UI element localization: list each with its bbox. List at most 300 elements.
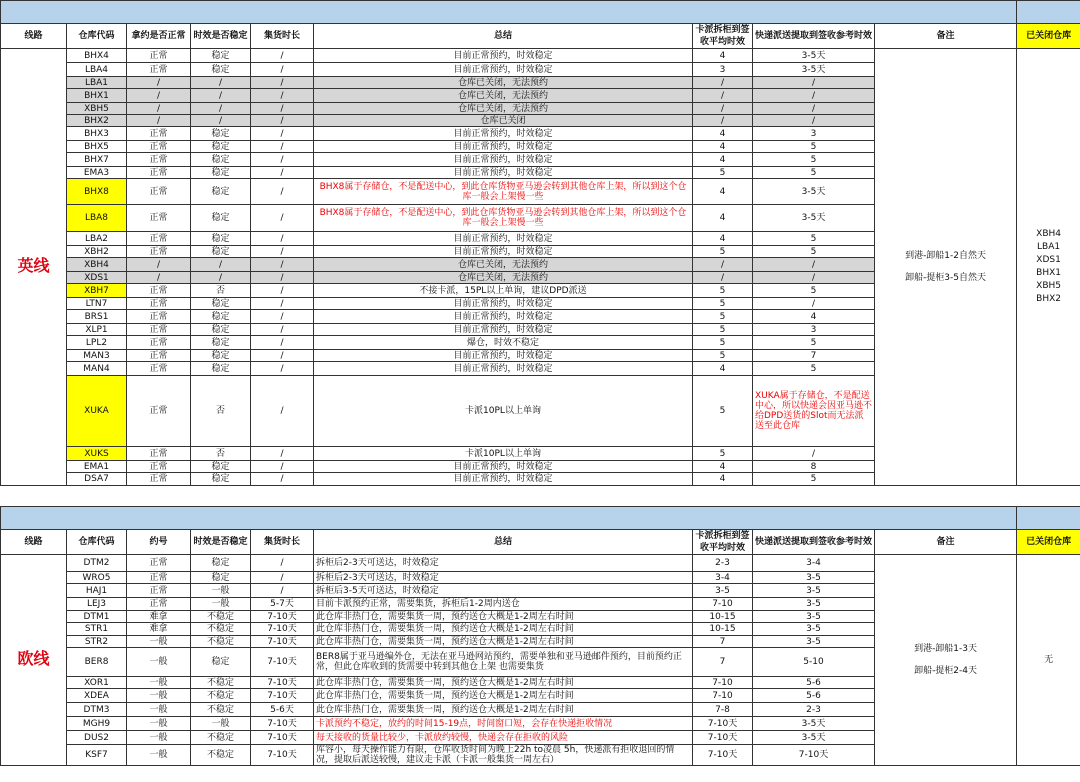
warehouse-code: LBA8 [67,205,127,232]
summary-text: 目前正常预约，时效稳定 [314,246,693,258]
collect-duration: 7-10天 [251,677,314,689]
warehouse-code: XUKS [67,447,127,461]
summary-text: 目前正常预约，时效稳定 [314,63,693,77]
express-delivery-days: / [753,115,875,127]
collect-duration: / [251,258,314,272]
appointment-status: 正常 [127,350,191,362]
appointment-status: 正常 [127,461,191,473]
warehouse-code: STR2 [67,636,127,648]
summary-text: 每天接收的货量比较少，卡派放约较慢，快递会存在拒收的风险 [314,731,693,745]
stability-status: 不稳定 [191,677,251,689]
summary-text: 仓库已关闭，无法预约 [314,77,693,89]
appointment-status: 正常 [127,205,191,232]
collect-duration: 7-10天 [251,745,314,766]
truck-delivery-days: 5 [693,447,753,461]
collect-duration: 7-10天 [251,731,314,745]
warehouse-code: BHX7 [67,153,127,167]
collect-duration: / [251,572,314,584]
express-delivery-days: 3 [753,127,875,141]
uk-header-summary: 总结 [314,24,693,49]
warehouse-code: LBA1 [67,77,127,89]
appointment-status: / [127,89,191,103]
collect-duration: / [251,324,314,336]
stability-status: 否 [191,447,251,461]
stability-status: 稳定 [191,141,251,153]
collect-duration: / [251,232,314,246]
truck-delivery-days: 5 [693,298,753,310]
uk-header-stable: 时效是否稳定 [191,24,251,49]
warehouse-code: MAN4 [67,362,127,376]
appointment-status: 正常 [127,167,191,179]
appointment-status: 正常 [127,598,191,611]
uk-header-express: 快递派送提取到签收参考时效 [753,24,875,49]
express-delivery-days: 2-3 [753,703,875,717]
truck-delivery-days: 7-10天 [693,731,753,745]
warehouse-code: BRS1 [67,310,127,324]
stability-status: 稳定 [191,49,251,63]
express-delivery-days: 5 [753,362,875,376]
warehouse-code: XDS1 [67,272,127,284]
note-line: 到港-卸船1-3天 [914,644,978,654]
summary-text: BHX8属于存储仓，不是配送中心，到此仓库货物亚马逊会转到其他仓库上架，所以到这个仓库一般会上架慢一些 [314,179,693,205]
warehouse-code: DUS2 [67,731,127,745]
warehouse-code: BHX4 [67,49,127,63]
express-delivery-days: XUKA属于存储仓，不是配送中心，所以快递会因亚马逊不给DPD送货的Slot而无法派送至此仓库 [753,376,875,447]
region-label: 英线 [17,255,50,275]
summary-text: 目前正常预约，时效稳定 [314,232,693,246]
summary-text: 此仓库非热门仓，需要集货一周，预约送仓大概是1-2周左右时间 [314,677,693,689]
eu-top-band-right [1017,507,1080,530]
stability-status: / [191,258,251,272]
collect-duration: / [251,473,314,486]
express-delivery-days: / [753,77,875,89]
closed-warehouse: LBA1 [1037,242,1061,252]
uk-region-cell [1,49,67,486]
stability-status: 一般 [191,717,251,731]
warehouse-code: LTN7 [67,298,127,310]
collect-duration: / [251,49,314,63]
appointment-status: 一般 [127,745,191,766]
eu-note-cell [875,555,1017,766]
truck-delivery-days: / [693,258,753,272]
warehouse-code: XUKA [67,376,127,447]
appointment-status: 正常 [127,362,191,376]
stability-status: 稳定 [191,232,251,246]
stability-status: 稳定 [191,205,251,232]
summary-text: BHX8属于存储仓，不是配送中心，到此仓库货物亚马逊会转到其他仓库上架，所以到这个仓库一般会上架慢一些 [314,205,693,232]
summary-text: 目前卡派预约正常，需要集货，拆柜后1-2周内送仓 [314,598,693,611]
express-delivery-days: 8 [753,461,875,473]
collect-duration: / [251,447,314,461]
summary-text: 目前正常预约，时效稳定 [314,127,693,141]
truck-delivery-days: / [693,115,753,127]
note-line: 卸船-提柜2-4天 [914,666,978,676]
appointment-status: 难拿 [127,623,191,636]
express-delivery-days: / [753,298,875,310]
stability-status: 稳定 [191,572,251,584]
warehouse-code: WRO5 [67,572,127,584]
uk-header-code: 仓库代码 [67,24,127,49]
express-delivery-days: 3-5 [753,584,875,598]
summary-text: 目前正常预约，时效稳定 [314,350,693,362]
appointment-status: / [127,258,191,272]
appointment-status: 一般 [127,636,191,648]
warehouse-code: BHX1 [67,89,127,103]
truck-delivery-days: 4 [693,473,753,486]
truck-delivery-days: 5 [693,324,753,336]
stability-status: 不稳定 [191,611,251,623]
eu-header-row [1,530,1080,555]
appointment-status: 正常 [127,298,191,310]
uk-header-closed: 已关闭仓库 [1017,24,1080,49]
eu-header-route: 线路 [1,530,67,555]
appointment-status: 一般 [127,703,191,717]
collect-duration: / [251,127,314,141]
truck-delivery-days: 7 [693,636,753,648]
eu-closed-cell [1017,555,1080,766]
summary-text: 拆柜后3-5天可送达，时效稳定 [314,584,693,598]
summary-text: 库容小，每天操作能力有限，仓库收货时间为晚上22h to凌晨 5h，快递派有拒收退回的情况，提取后派送较慢，建议走卡派（卡派一般集货一周左右） [314,745,693,766]
truck-delivery-days: 7-10天 [693,717,753,731]
warehouse-code: HAJ1 [67,584,127,598]
express-delivery-days: 3-4 [753,555,875,572]
stability-status: 稳定 [191,324,251,336]
note-line: 到港-卸船1-2自然天 [905,251,987,261]
truck-delivery-days: 7-10 [693,689,753,703]
truck-delivery-days: 4 [693,461,753,473]
uk-note-cell [875,49,1017,486]
summary-text: 目前正常预约，时效稳定 [314,473,693,486]
summary-text: 此仓库非热门仓，需要集货一周，预约送仓大概是1-2周左右时间 [314,689,693,703]
summary-text: 仓库已关闭，无法预约 [314,272,693,284]
truck-delivery-days: 3-4 [693,572,753,584]
express-delivery-days: 5 [753,473,875,486]
truck-delivery-days: 4 [693,179,753,205]
appointment-status: 正常 [127,310,191,324]
summary-text: 卡派预约不稳定，放约的时间15-19点，时间窗口短，会存在快递拒收情况 [314,717,693,731]
truck-delivery-days: 7-8 [693,703,753,717]
express-delivery-days: 3-5天 [753,49,875,63]
warehouse-code: XLP1 [67,324,127,336]
warehouse-code: XBH5 [67,103,127,115]
warehouse-code: XBH2 [67,246,127,258]
collect-duration: / [251,167,314,179]
collect-duration: / [251,362,314,376]
warehouse-code: LBA2 [67,232,127,246]
stability-status: / [191,272,251,284]
appointment-status: 正常 [127,141,191,153]
stability-status: 稳定 [191,336,251,350]
appointment-status: 正常 [127,473,191,486]
truck-delivery-days: 5 [693,167,753,179]
collect-duration: 7-10天 [251,611,314,623]
collect-duration: / [251,246,314,258]
eu-header-summary: 总结 [314,530,693,555]
stability-status: 稳定 [191,153,251,167]
appointment-status: / [127,77,191,89]
express-delivery-days: / [753,272,875,284]
stability-status: 不稳定 [191,636,251,648]
appointment-status: 一般 [127,731,191,745]
closed-warehouse: XBH4 [1036,229,1061,239]
appointment-status: 正常 [127,179,191,205]
appointment-status: 正常 [127,153,191,167]
stability-status: 否 [191,376,251,447]
collect-duration: / [251,77,314,89]
uk-header-row [1,24,1080,49]
express-delivery-days: 3-5天 [753,731,875,745]
closed-warehouse: 无 [1044,655,1054,665]
stability-status: / [191,115,251,127]
stability-status: 稳定 [191,179,251,205]
summary-text: 目前正常预约，时效稳定 [314,362,693,376]
truck-delivery-days: 4 [693,153,753,167]
summary-text: 此仓库非热门仓，需要集货一周，预约送仓大概是1-2周左右时间 [314,611,693,623]
summary-text: 目前正常预约，时效稳定 [314,310,693,324]
express-delivery-days: / [753,447,875,461]
express-delivery-days: 5 [753,246,875,258]
collect-duration: / [251,376,314,447]
express-delivery-days: 3-5 [753,598,875,611]
express-delivery-days: 3-5天 [753,205,875,232]
appointment-status: 正常 [127,376,191,447]
express-delivery-days: 3 [753,324,875,336]
express-delivery-days: 3-5 [753,636,875,648]
appointment-status: 正常 [127,584,191,598]
truck-delivery-days: 4 [693,362,753,376]
express-delivery-days: 3-5 [753,623,875,636]
stability-status: / [191,103,251,115]
eu-header-code: 仓库代码 [67,530,127,555]
express-delivery-days: 3-5 [753,611,875,623]
summary-text: 目前正常预约，时效稳定 [314,167,693,179]
collect-duration: 7-10天 [251,648,314,677]
warehouse-code: XBH7 [67,284,127,298]
stability-status: 不稳定 [191,623,251,636]
express-delivery-days: 5 [753,284,875,298]
uk-header-note: 备注 [875,24,1017,49]
appointment-status: / [127,103,191,115]
warehouse-code: BER8 [67,648,127,677]
uk-header-appt: 拿约是否正常 [127,24,191,49]
closed-warehouse: BHX2 [1036,294,1061,304]
stability-status: 稳定 [191,310,251,324]
express-delivery-days: 4 [753,310,875,324]
appointment-status: 正常 [127,555,191,572]
appointment-status: 正常 [127,127,191,141]
truck-delivery-days: 4 [693,141,753,153]
summary-text: 目前正常预约，时效稳定 [314,141,693,153]
stability-status: 一般 [191,598,251,611]
express-delivery-days: 3-5天 [753,179,875,205]
truck-delivery-days: / [693,77,753,89]
appointment-status: 正常 [127,63,191,77]
truck-delivery-days: 5 [693,376,753,447]
summary-text: 拆柜后2-3天可送达，时效稳定 [314,572,693,584]
truck-delivery-days: 7-10 [693,677,753,689]
stability-status: 稳定 [191,167,251,179]
appointment-status: 一般 [127,648,191,677]
collect-duration: / [251,63,314,77]
stability-status: / [191,89,251,103]
closed-warehouse: BHX1 [1036,268,1061,278]
table-row [1,555,1080,572]
summary-text: 此仓库非热门仓，需要集货一周，预约送仓大概是1-2周左右时间 [314,623,693,636]
summary-text: 卡派10PL以上单询 [314,376,693,447]
appointment-status: 正常 [127,232,191,246]
appointment-status: 正常 [127,246,191,258]
truck-delivery-days: 4 [693,232,753,246]
summary-text: BER8属于亚马逊编外仓，无法在亚马逊网站预约，需要单独和亚马逊邮件预约，目前预约正常，但此仓库收到的货需要中转到其他仓上架 也需要集货 [314,648,693,677]
appointment-status: 难拿 [127,611,191,623]
stability-status: 否 [191,284,251,298]
express-delivery-days: 7 [753,350,875,362]
stability-status: 不稳定 [191,703,251,717]
stability-status: 稳定 [191,555,251,572]
note-line: 卸船-提柜3-5自然天 [905,273,987,283]
table-row [1,49,1080,63]
truck-delivery-days: 5 [693,336,753,350]
warehouse-code: DTM1 [67,611,127,623]
summary-text: 仓库已关闭，无法预约 [314,89,693,103]
collect-duration: 5-6天 [251,703,314,717]
collect-duration: / [251,103,314,115]
truck-delivery-days: 5 [693,284,753,298]
summary-text: 卡派10PL以上单询 [314,447,693,461]
warehouse-code: BHX8 [67,179,127,205]
truck-delivery-days: / [693,89,753,103]
collect-duration: 5-7天 [251,598,314,611]
truck-delivery-days: 5 [693,310,753,324]
collect-duration: / [251,310,314,324]
eu-header-closed: 已关闭仓库 [1017,530,1080,555]
collect-duration: / [251,555,314,572]
collect-duration: / [251,284,314,298]
warehouse-code: XDEA [67,689,127,703]
express-delivery-days: / [753,89,875,103]
summary-text: 仓库已关闭 [314,115,693,127]
summary-text: 目前正常预约，时效稳定 [314,298,693,310]
warehouse-code: DSA7 [67,473,127,486]
collect-duration: / [251,115,314,127]
truck-delivery-days: 10-15 [693,623,753,636]
eu-header-collect: 集货时长 [251,530,314,555]
warehouse-code: BHX5 [67,141,127,153]
appointment-status: 正常 [127,324,191,336]
collect-duration: 7-10天 [251,689,314,703]
express-delivery-days: 5 [753,336,875,350]
summary-text: 目前正常预约，时效稳定 [314,153,693,167]
stability-status: 稳定 [191,246,251,258]
summary-text: 此仓库非热门仓，需要集货一周，预约送仓大概是1-2周左右时间 [314,636,693,648]
stability-status: 稳定 [191,461,251,473]
express-delivery-days: 7-10天 [753,745,875,766]
truck-delivery-days: 10-15 [693,611,753,623]
warehouse-code: MAN3 [67,350,127,362]
warehouse-code: MGH9 [67,717,127,731]
stability-status: 稳定 [191,127,251,141]
uk-closed-cell [1017,49,1080,486]
eu-header-stable: 时效是否稳定 [191,530,251,555]
express-delivery-days: 5 [753,167,875,179]
stability-status: 稳定 [191,63,251,77]
express-delivery-days: / [753,103,875,115]
appointment-status: 一般 [127,689,191,703]
collect-duration: / [251,141,314,153]
eu-table [0,506,1080,766]
appointment-status: / [127,115,191,127]
collect-duration: / [251,298,314,310]
summary-text: 目前正常预约，时效稳定 [314,49,693,63]
collect-duration: / [251,89,314,103]
stability-status: 稳定 [191,362,251,376]
warehouse-code: EMA3 [67,167,127,179]
eu-header-appt: 约号 [127,530,191,555]
truck-delivery-days: / [693,272,753,284]
stability-status: 稳定 [191,350,251,362]
truck-delivery-days: 4 [693,127,753,141]
warehouse-code: EMA1 [67,461,127,473]
collect-duration: 7-10天 [251,623,314,636]
truck-delivery-days: 7-10 [693,598,753,611]
stability-status: / [191,77,251,89]
warehouse-code: BHX3 [67,127,127,141]
stability-status: 一般 [191,584,251,598]
truck-delivery-days: / [693,103,753,115]
summary-text: 此仓库非热门仓，需要集货一周，预约送仓大概是1-2周左右时间 [314,703,693,717]
express-delivery-days: 5 [753,232,875,246]
warehouse-code: LBA4 [67,63,127,77]
appointment-status: 正常 [127,572,191,584]
warehouse-code: BHX2 [67,115,127,127]
collect-duration: / [251,179,314,205]
collect-duration: 7-10天 [251,636,314,648]
express-delivery-days: 5-6 [753,689,875,703]
express-delivery-days: / [753,258,875,272]
express-delivery-days: 3-5 [753,572,875,584]
appointment-status: / [127,272,191,284]
truck-delivery-days: 5 [693,350,753,362]
appointment-status: 正常 [127,447,191,461]
stability-status: 稳定 [191,648,251,677]
express-delivery-days: 5 [753,153,875,167]
eu-section [0,506,1080,766]
truck-delivery-days: 4 [693,49,753,63]
closed-warehouse: XDS1 [1036,255,1061,265]
summary-text: 仓库已关闭，无法预约 [314,103,693,115]
summary-text: 不接卡派，15PL以上单询，建议DPD派送 [314,284,693,298]
eu-header-note: 备注 [875,530,1017,555]
appointment-status: 一般 [127,717,191,731]
warehouse-code: DTM2 [67,555,127,572]
stability-status: 稳定 [191,473,251,486]
summary-text: 目前正常预约，时效稳定 [314,324,693,336]
collect-duration: / [251,461,314,473]
eu-header-express: 快递派送提取到签收参考时效 [753,530,875,555]
truck-delivery-days: 7 [693,648,753,677]
appointment-status: 正常 [127,284,191,298]
truck-delivery-days: 7-10天 [693,745,753,766]
eu-header-truck: 卡派拆柜到签收平均时效 [693,530,753,555]
warehouse-code: STR1 [67,623,127,636]
uk-header-route: 线路 [1,24,67,49]
truck-delivery-days: 3-5 [693,584,753,598]
collect-duration: / [251,336,314,350]
express-delivery-days: 5 [753,141,875,153]
collect-duration: / [251,205,314,232]
warehouse-code: DTM3 [67,703,127,717]
summary-text: 爆仓，时效不稳定 [314,336,693,350]
